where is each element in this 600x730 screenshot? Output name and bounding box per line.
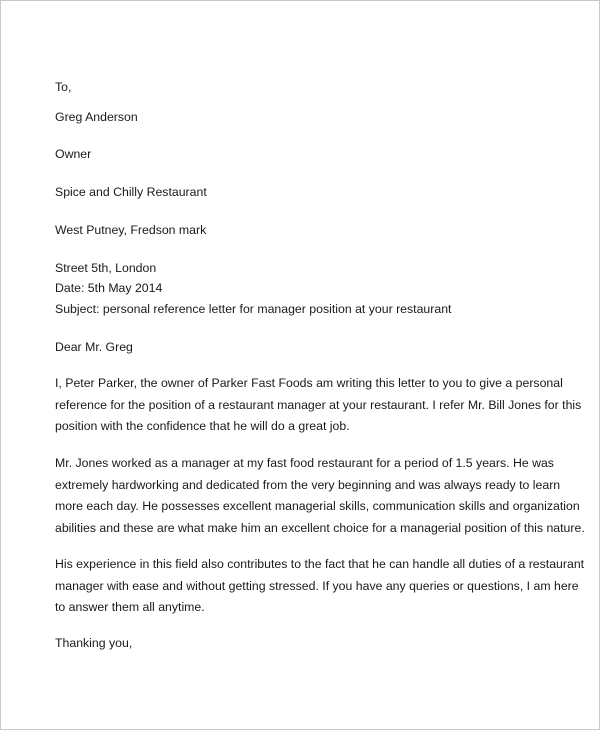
closing: Thanking you, [55,636,133,650]
recipient-company: Spice and Chilly Restaurant [55,185,207,199]
paragraph-line: more each day. He possesses excellent managerial skills, communication skills and organization [55,499,580,513]
recipient-title: Owner [55,147,92,161]
paragraph-line: Mr. Jones worked as a manager at my fast food restaurant for a period of 1.5 years. He was [55,456,554,470]
paragraph-line: reference for the position of a restaurant manager at your restaurant. I refer Mr. Bill Jones for this [55,397,582,412]
paragraph-1 [55,373,582,438]
paragraph-line: abilities and these are what make him an excellent choice for a managerial position of this nature. [55,520,585,535]
paragraph-3 [55,554,585,619]
paragraph-2 [55,453,585,539]
paragraph-line: extremely hardworking and dedicated from the very beginning and was always ready to learn [55,477,561,492]
paragraph-line: position with the confidence that he will do a great job. [55,419,350,433]
recipient-name: Greg Anderson [55,110,138,124]
street-line: Street 5th, London [55,261,157,275]
subject-line: Subject: personal reference letter for manager position at your restaurant [55,302,452,316]
date-line: Date: 5th May 2014 [55,281,163,295]
greeting: Dear Mr. Greg [55,340,133,354]
paragraph-line: His experience in this field also contributes to the fact that he can handle all duties of a restaurant [55,557,585,571]
paragraph-line: I, Peter Parker, the owner of Parker Fast Foods am writing this letter to you to give a personal [55,376,563,390]
paragraph-line: manager with ease and without getting stressed. If you have any queries or questions, I am here [55,578,579,593]
salutation-to: To, [55,80,72,94]
paragraph-line: to answer them all anytime. [55,600,205,614]
recipient-address: West Putney, Fredson mark [55,223,207,237]
